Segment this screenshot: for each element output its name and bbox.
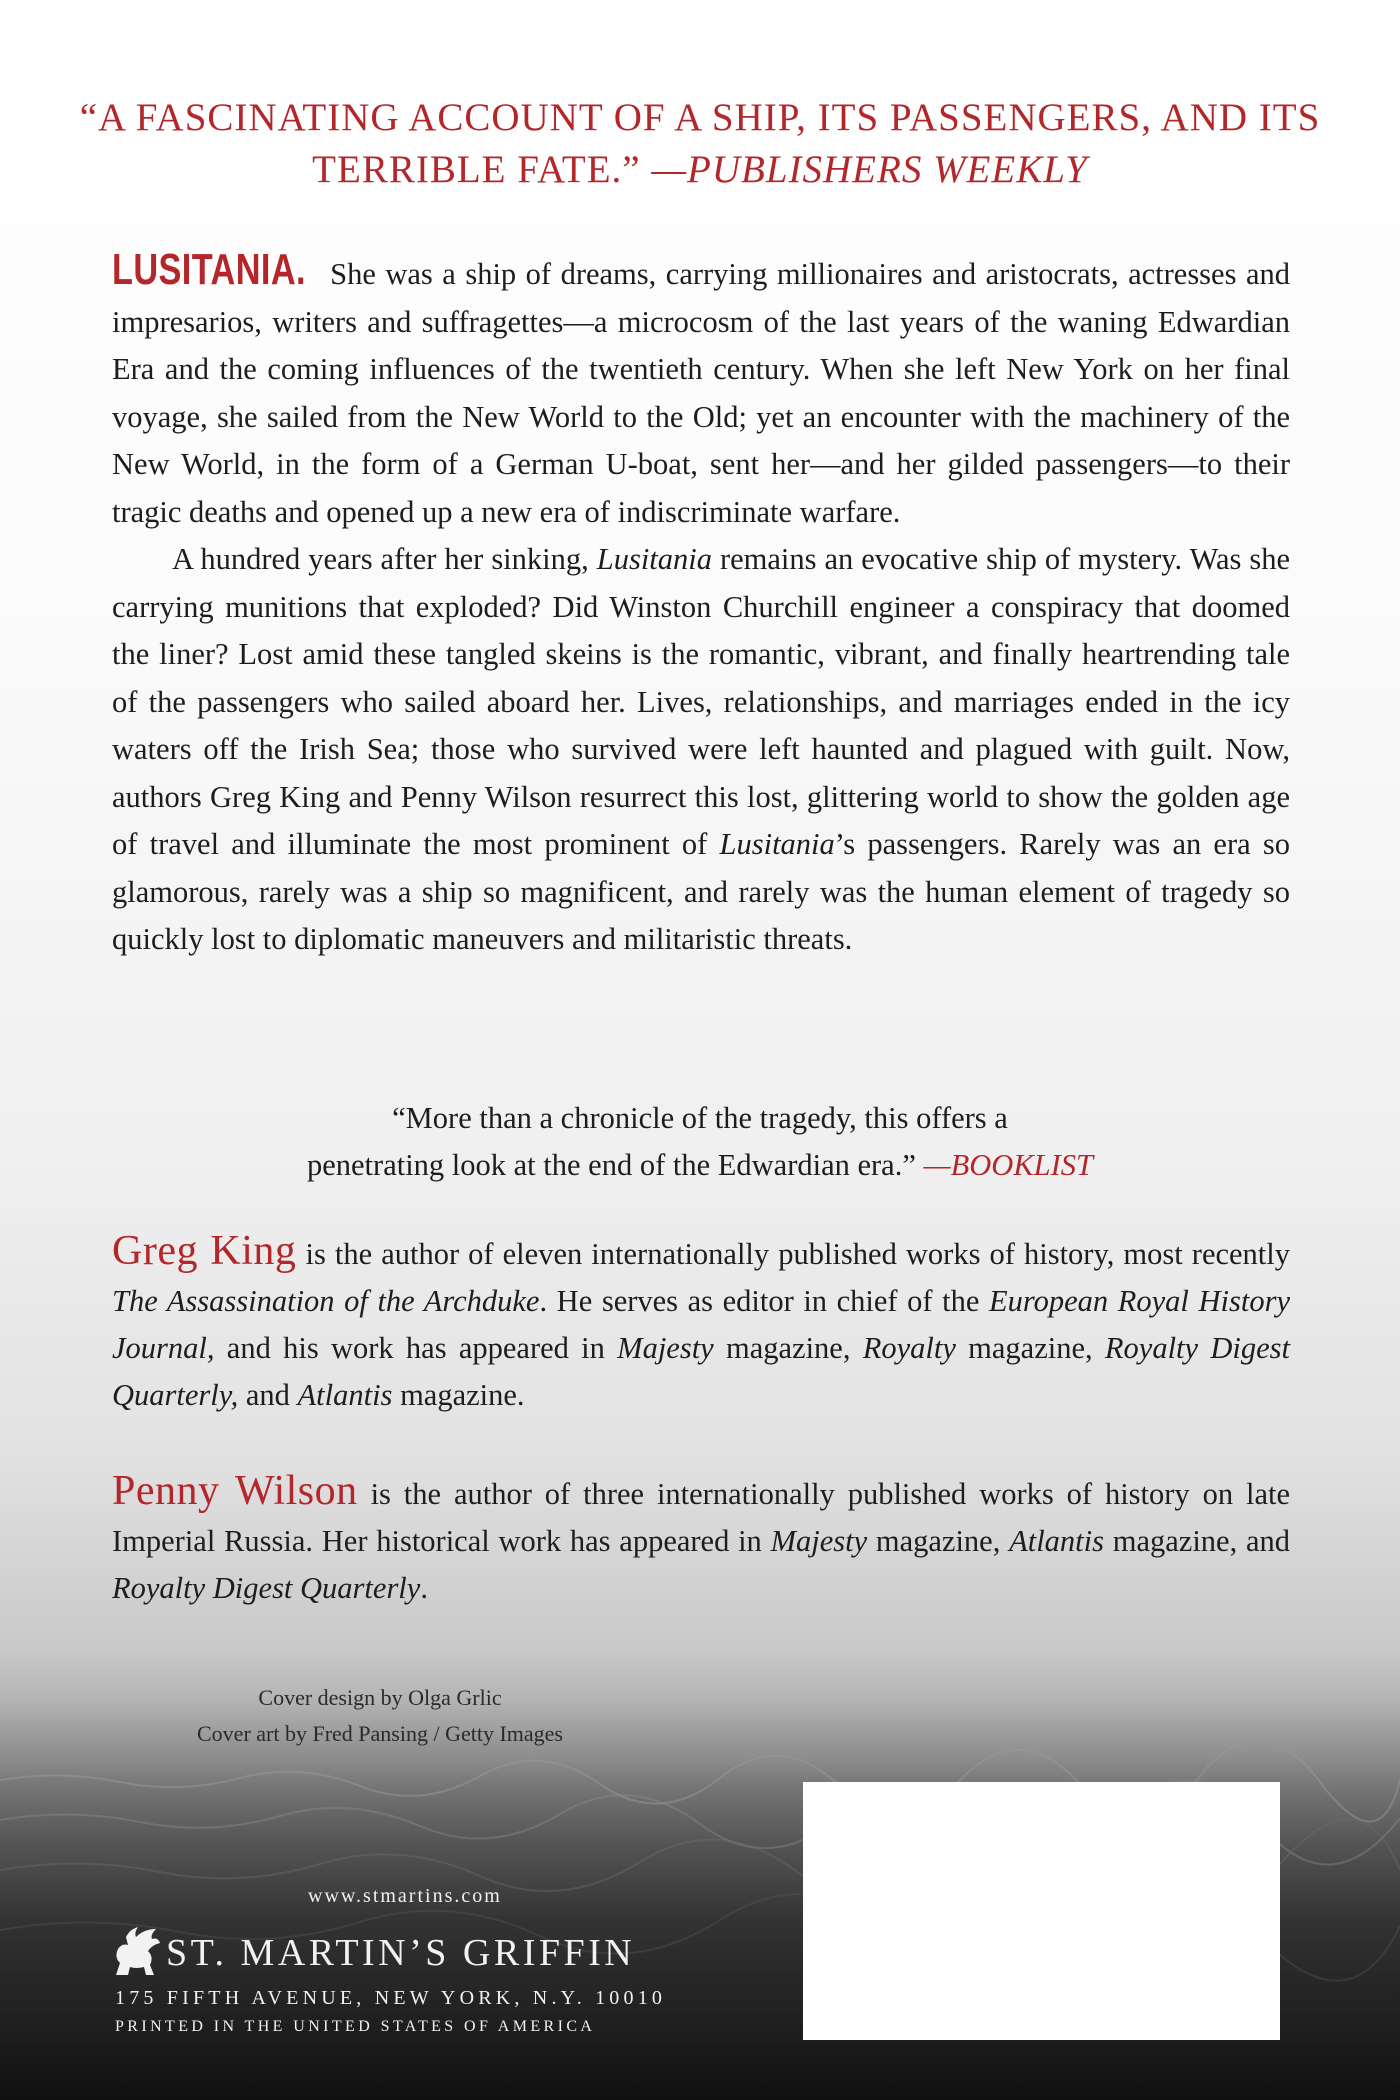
review-line-1: “More than a chronicle of the tragedy, this offers a [392, 1101, 1008, 1135]
cover-credits [140, 1680, 620, 1752]
cover-design-credit: Cover design by Olga Grlic [258, 1685, 502, 1710]
printed-in: PRINTED IN THE UNITED STATES OF AMERICA [115, 2018, 596, 2035]
description-paragraph-1: LUSITANIA. She was a ship of dreams, carrying millionaires and aristocrats, actresses and impresarios, writers and suffragettes—a microcosm of the last years of the waning Edwardian Era and the coming influences of the twentieth century. When she left New York on her final voyage, she sailed from the New World to the Old; yet an encounter with the machinery of the New World, in the form of a German U-boat, sent her—and her gilded passengers—to their tragic deaths and opened up a new era of indiscriminate warfare. [112, 245, 1290, 529]
griffin-logo-icon [110, 1923, 162, 1979]
publisher-name: ST. MARTIN’S GRIFFIN [166, 1932, 636, 1974]
description-paragraph-2: A hundred years after her sinking, Lusitania remains an evocative ship of mystery. Was she carrying munitions that exploded? Did Winston Churchill engineer a conspiracy that doomed the liner? Lost amid these tangled skeins is the romantic, vibrant, and finally heartrending tale of the passengers who sailed aboard her. Lives, relationships, and marriages ended in the icy waters off the Irish Sea; those who survived were left haunted and plagued with guilt. Now, authors Greg King and Penny Wilson resurrect this lost, glittering world to show the golden age of travel and illuminate the most prominent of Lusitania’s passengers. Rarely was an era so glamorous, rarely was a ship so magnificent, and rarely was the human element of tragedy so quickly lost to diplomatic maneuvers and militaristic threats. [112, 542, 1290, 956]
author-name-wilson: Penny Wilson [112, 1468, 358, 1514]
review-source: —BOOKLIST [923, 1148, 1093, 1182]
publisher-url: www.stmartins.com [308, 1885, 502, 1907]
title-runin: LUSITANIA. [112, 245, 306, 294]
author-bio-wilson: Penny Wilson is the author of three internationally published works of history on late Imperial Russia. Her historical work has appeared in Majesty magazine, Atlantis magazine, and Royalty Digest Quarterly. [112, 1468, 1291, 1605]
description [112, 245, 1290, 964]
barcode-area [803, 1782, 1280, 2040]
author-name-king: Greg King [112, 1228, 297, 1274]
publisher-address: 175 FIFTH AVENUE, NEW YORK, N.Y. 10010 [115, 1987, 667, 2009]
tagline-quote [60, 92, 1340, 196]
review-quote [150, 1095, 1250, 1189]
cover-art-credit: Cover art by Fred Pansing / Getty Images [197, 1721, 563, 1746]
review-line-2: penetrating look at the end of the Edwardian era.” [306, 1148, 916, 1182]
tagline-text: “A FASCINATING ACCOUNT OF A SHIP, ITS PASSENGERS, AND ITS TERRIBLE FATE.” [79, 96, 1321, 191]
author-bio-king: Greg King is the author of eleven internationally published works of history, most recently The Assassination of the Archduke. He serves as editor in chief of the European Royal History Journal, and his work has appeared in Majesty magazine, Royalty magazine, Royalty Digest Quarterly, and Atlantis magazine. [112, 1228, 1290, 1412]
tagline-source: —PUBLISHERS WEEKLY [651, 148, 1088, 191]
